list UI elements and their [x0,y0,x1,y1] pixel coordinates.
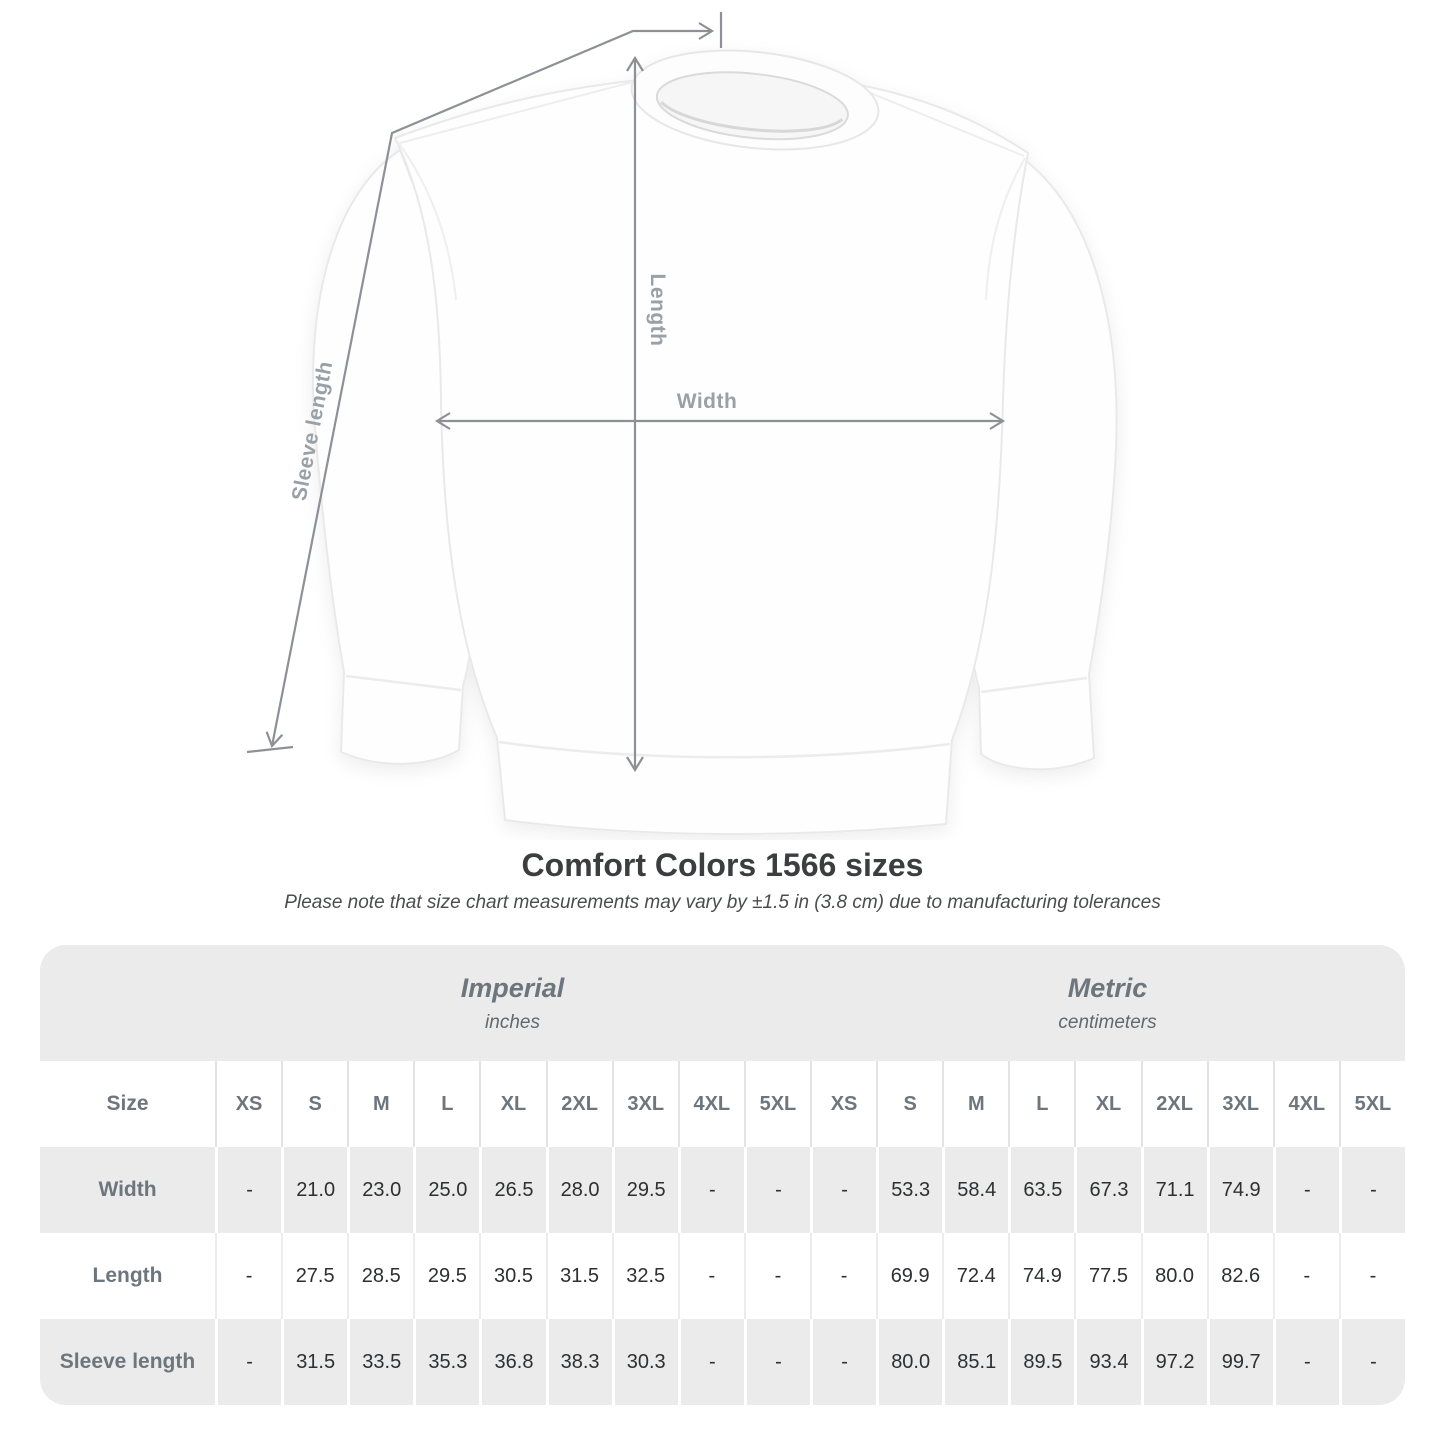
value-imperial-s: 27.5 [281,1233,347,1319]
value-imperial-5xl: - [744,1233,810,1319]
size-header-imperial-m: M [347,1061,413,1147]
value-imperial-3xl: 32.5 [612,1233,678,1319]
value-imperial-3xl: 29.5 [612,1147,678,1233]
value-imperial-2xl: 28.0 [546,1147,612,1233]
imperial-subtitle: inches [485,1011,540,1033]
page-subtitle: Please note that size chart measurements may vary by ±1.5 in (3.8 cm) due to manufacturing tolerances [284,892,1161,913]
value-metric-3xl: 82.6 [1207,1233,1273,1319]
size-header-metric-s: S [876,1061,942,1147]
size-header-imperial-3xl: 3XL [612,1061,678,1147]
table-row-sleeve-length [40,1319,1405,1405]
row-label: Sleeve length [59,1350,196,1373]
value-metric-3xl: 99.7 [1207,1319,1273,1405]
size-header-imperial-xs: XS [215,1061,281,1147]
sleeve-length-label: Sleeve length [287,359,338,503]
value-metric-2xl: 80.0 [1141,1233,1207,1319]
value-metric-2xl: 71.1 [1141,1147,1207,1233]
table-row-length [40,1233,1405,1319]
value-metric-5xl: - [1339,1233,1405,1319]
size-header-metric-3xl: 3XL [1207,1061,1273,1147]
sleeve-length-start-tick [247,747,293,752]
value-imperial-4xl: - [678,1147,744,1233]
value-imperial-l: 35.3 [413,1319,479,1405]
size-table [40,945,1405,1405]
size-header-imperial-xl: XL [479,1061,545,1147]
size-header-row [40,1061,1405,1147]
size-header-imperial-4xl: 4XL [678,1061,744,1147]
value-metric-xs: - [810,1319,876,1405]
value-metric-3xl: 74.9 [1207,1147,1273,1233]
value-metric-4xl: - [1273,1233,1339,1319]
value-imperial-4xl: - [678,1233,744,1319]
size-header-imperial-s: S [281,1061,347,1147]
value-imperial-xl: 30.5 [479,1233,545,1319]
size-header-metric-5xl: 5XL [1339,1061,1405,1147]
page-title: Comfort Colors 1566 sizes [521,847,924,883]
size-header-imperial-5xl: 5XL [744,1061,810,1147]
value-imperial-2xl: 38.3 [546,1319,612,1405]
value-imperial-5xl: - [744,1147,810,1233]
torso [395,72,1028,834]
value-imperial-s: 21.0 [281,1147,347,1233]
size-header-imperial-2xl: 2XL [546,1061,612,1147]
value-metric-l: 89.5 [1008,1319,1074,1405]
sweatshirt-body-group [313,39,1117,834]
size-header-metric-l: L [1008,1061,1074,1147]
value-metric-m: 58.4 [942,1147,1008,1233]
value-metric-5xl: - [1339,1319,1405,1405]
title-block [0,845,1445,914]
table-row-width [40,1147,1405,1233]
size-header-metric-4xl: 4XL [1273,1061,1339,1147]
value-imperial-3xl: 30.3 [612,1319,678,1405]
value-metric-s: 69.9 [876,1233,942,1319]
row-label: Width [98,1178,157,1201]
units-row [40,945,1405,1061]
value-metric-xl: 93.4 [1074,1319,1140,1405]
value-imperial-m: 33.5 [347,1319,413,1405]
size-column-header: Size [106,1092,149,1115]
row-label: Length [92,1264,163,1287]
value-metric-s: 80.0 [876,1319,942,1405]
value-metric-4xl: - [1273,1319,1339,1405]
imperial-title: Imperial [460,972,565,1003]
value-imperial-xl: 26.5 [479,1147,545,1233]
value-metric-xl: 67.3 [1074,1147,1140,1233]
value-metric-2xl: 97.2 [1141,1319,1207,1405]
value-imperial-l: 29.5 [413,1233,479,1319]
value-metric-xs: - [810,1233,876,1319]
value-imperial-xs: - [215,1233,281,1319]
value-metric-xs: - [810,1147,876,1233]
value-imperial-m: 23.0 [347,1147,413,1233]
value-imperial-xl: 36.8 [479,1319,545,1405]
value-metric-l: 74.9 [1008,1233,1074,1319]
value-imperial-xs: - [215,1147,281,1233]
value-imperial-l: 25.0 [413,1147,479,1233]
value-imperial-2xl: 31.5 [546,1233,612,1319]
metric-title: Metric [1067,972,1148,1003]
unit-group-metric [810,945,1405,1061]
value-metric-l: 63.5 [1008,1147,1074,1233]
value-imperial-s: 31.5 [281,1319,347,1405]
metric-subtitle: centimeters [1058,1011,1157,1033]
value-metric-s: 53.3 [876,1147,942,1233]
value-metric-m: 72.4 [942,1233,1008,1319]
value-metric-5xl: - [1339,1147,1405,1233]
value-imperial-m: 28.5 [347,1233,413,1319]
value-imperial-xs: - [215,1319,281,1405]
size-header-imperial-l: L [413,1061,479,1147]
value-imperial-4xl: - [678,1319,744,1405]
table-body [40,1147,1405,1405]
length-label: Length [646,273,669,347]
width-label: Width [676,390,738,413]
size-header-metric-2xl: 2XL [1141,1061,1207,1147]
value-imperial-5xl: - [744,1319,810,1405]
value-metric-xl: 77.5 [1074,1233,1140,1319]
unit-group-imperial [215,945,810,1061]
size-header-metric-m: M [942,1061,1008,1147]
size-header-metric-xs: XS [810,1061,876,1147]
value-metric-4xl: - [1273,1147,1339,1233]
value-metric-m: 85.1 [942,1319,1008,1405]
size-header-metric-xl: XL [1074,1061,1140,1147]
